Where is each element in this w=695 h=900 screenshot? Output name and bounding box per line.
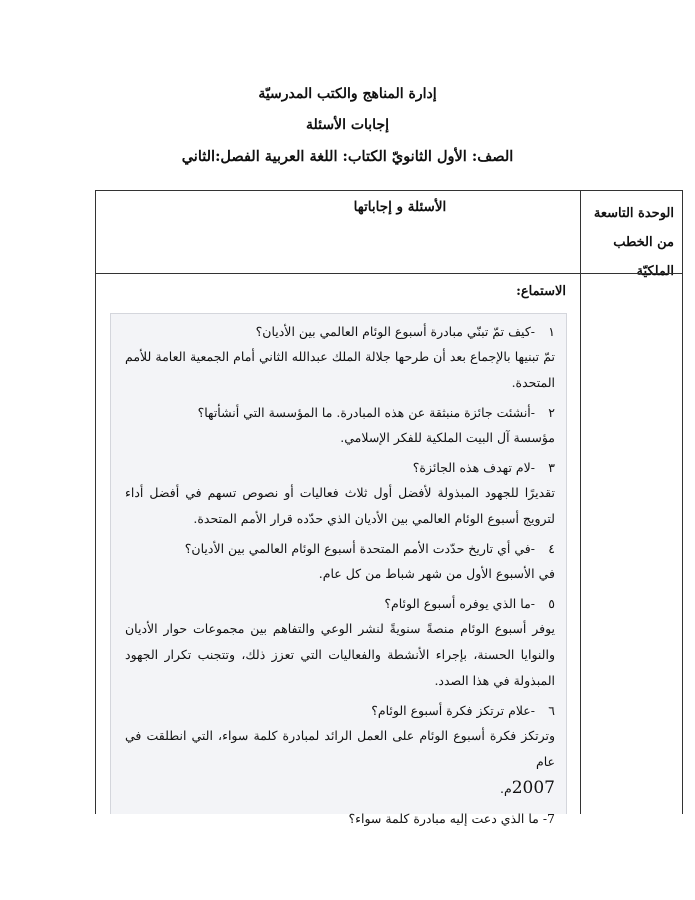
- question-number: ٥: [548, 596, 555, 611]
- qa-heading: الأسئلة و إجاباتها: [353, 199, 447, 215]
- unit-line-2: من الخطب: [613, 235, 674, 250]
- qa-item: [125, 592, 555, 694]
- column-divider: [580, 191, 581, 274]
- qa-item: [125, 699, 555, 802]
- question: [125, 537, 555, 561]
- question-number: ٦: [548, 703, 555, 718]
- question-text: -كيف تمّ تبنّي مبادرة أسبوع الوئام العالمي بين الأديان؟: [255, 324, 535, 339]
- answer: يوفر أسبوع الوئام منصةً سنويةً لنشر الوعي والتفاهم بين مجموعات حوار الأديان والنوايا الحسنة، بإجراء الأنشطة والفعاليات التي تعزز ذلك، وتتجنب تكرار الجهود المبذولة في هذا الصدد.: [125, 621, 555, 688]
- question-text: -علام ترتكز فكرة أسبوع الوئام؟: [371, 703, 535, 718]
- question: [125, 401, 555, 425]
- answer-end: م.: [500, 781, 512, 796]
- course-info: الصف: الأول الثانويّ الكتاب: اللغة العربية الفصل:الثاني: [181, 148, 514, 165]
- question-text: -ما الذي يوفره أسبوع الوئام؟: [384, 596, 535, 611]
- answer: تمّ تبنيها بالإجماع بعد أن طرحها جلالة الملك عبدالله الثاني أمام الجمعية العامة للأمم المتحدة.: [125, 349, 555, 390]
- directorate-title: إدارة المناهج والكتب المدرسيّة: [258, 86, 437, 102]
- section-title-listening: الاستماع:: [516, 284, 566, 299]
- table-content-row: [95, 273, 683, 826]
- question: [125, 699, 555, 723]
- unit-line-1: الوحدة التاسعة: [593, 206, 674, 221]
- question-text: -في أي تاريخ حدّدت الأمم المتحدة أسبوع الوئام العالمي بين الأديان؟: [184, 541, 535, 556]
- question-number: ٣: [548, 460, 555, 475]
- answer: [125, 723, 555, 802]
- answer-text: وترتكز فكرة أسبوع الوئام على العمل الرائد لمبادرة كلمة سواء، التي انطلقت في عام: [125, 728, 555, 769]
- qa-item: [125, 537, 555, 587]
- unit-line-3: الملكيّة: [636, 264, 674, 279]
- answer-year: 2007: [511, 778, 555, 798]
- qa-item: [125, 456, 555, 532]
- last-question: 7- ما الذي دعت إليه مبادرة كلمة سواء؟: [348, 811, 555, 826]
- question: [125, 592, 555, 616]
- column-divider: [580, 274, 581, 814]
- qa-item: [125, 401, 555, 451]
- question-text: -أنشئت جائزة منبثقة عن هذه المبادرة. ما المؤسسة التي أنشأتها؟: [197, 405, 535, 420]
- qa-item: [125, 320, 555, 396]
- table-header-row: [95, 190, 683, 279]
- question: [125, 456, 555, 480]
- question-text: -لام تهدف هذه الجائزة؟: [412, 460, 535, 475]
- answer: مؤسسة آل البيت الملكية للفكر الإسلامي.: [340, 430, 555, 445]
- qa-list: [125, 320, 555, 831]
- answer: في الأسبوع الأول من شهر شباط من كل عام.: [318, 566, 555, 581]
- question-number: ٤: [548, 541, 555, 556]
- question-number: ١: [548, 324, 555, 339]
- answer: تقديرًا للجهود المبذولة لأفضل أول ثلاث فعاليات أو نصوص تسهم في أفضل أداء لترويج أسبوع الوئام العالمي بين الأديان الذي حدّده قرار الأمم المتحدة.: [125, 485, 555, 526]
- answers-panel: [110, 313, 567, 826]
- question: [125, 320, 555, 344]
- answers-title: إجابات الأسئلة: [306, 117, 389, 133]
- question-number: ٢: [548, 405, 555, 420]
